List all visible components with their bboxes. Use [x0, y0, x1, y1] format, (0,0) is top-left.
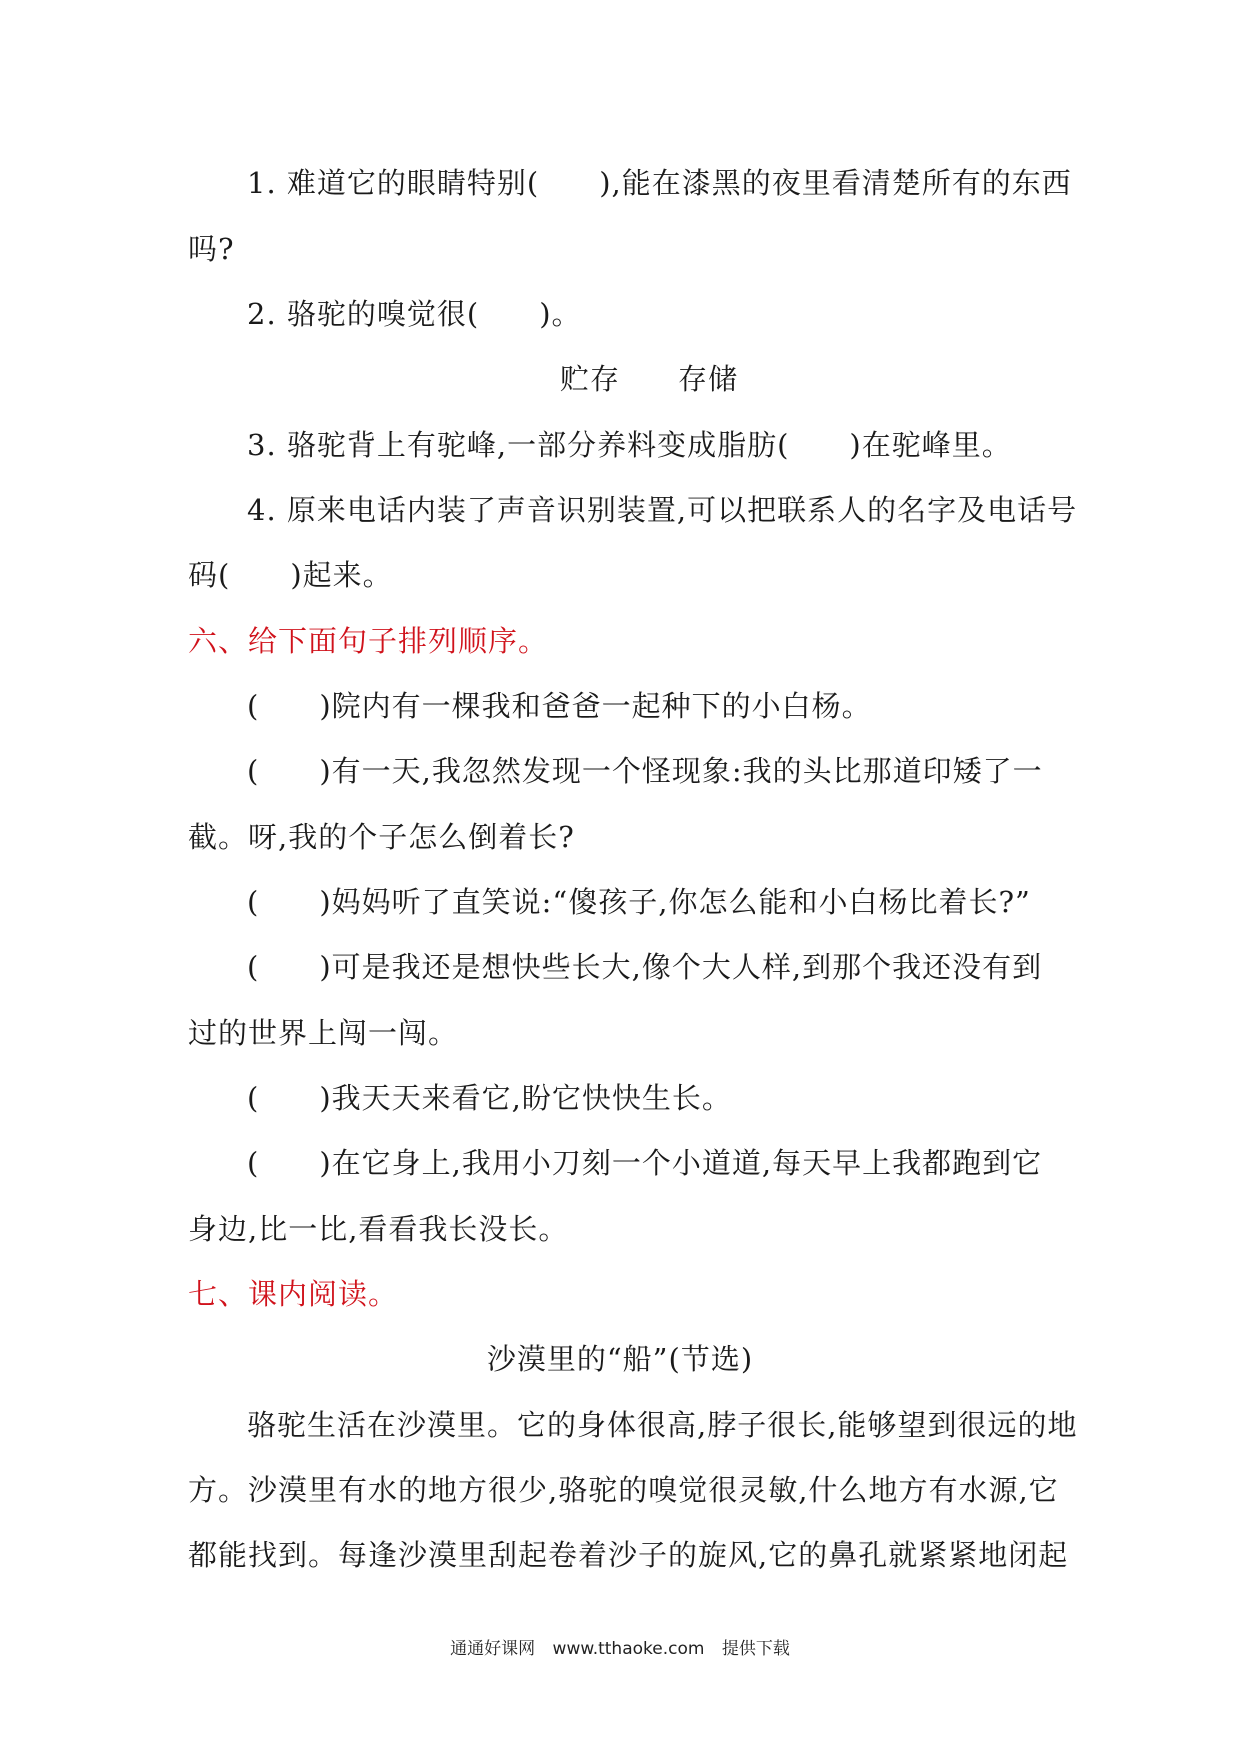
order-sentence-3: ( )妈妈听了直笑说:“傻孩子,你怎么能和小白杨比着长?”: [247, 885, 1031, 919]
order-sentence-2-line-1: ( )有一天,我忽然发现一个怪现象:我的头比那道印矮了一: [247, 754, 1043, 788]
order-sentence-4-line-1: ( )可是我还是想快些长大,像个大人样,到那个我还没有到: [247, 950, 1043, 984]
order-sentence-1: ( )院内有一棵我和爸爸一起种下的小白杨。: [247, 689, 872, 723]
question-3: 3. 骆驼背上有驼峰,一部分养料变成脂肪( )在驼峰里。: [247, 428, 1012, 462]
footer-site-name: 通通好课网: [450, 1639, 536, 1659]
order-sentence-5: ( )我天天来看它,盼它快快生长。: [247, 1081, 732, 1115]
order-sentence-2-line-2: 截。呀,我的个子怎么倒着长?: [188, 820, 575, 854]
question-2: 2. 骆驼的嗅觉很( )。: [247, 297, 582, 331]
footer-url[interactable]: www.tthaoke.com: [552, 1639, 705, 1659]
section-7-heading: 七、课内阅读。: [188, 1277, 399, 1311]
word-choice-b: 存储: [678, 362, 739, 396]
word-choice-row: [560, 359, 738, 399]
question-4-line-2: 码( )起来。: [188, 558, 393, 592]
question-4-line-1: 4. 原来电话内装了声音识别装置,可以把联系人的名字及电话号: [247, 493, 1078, 527]
reading-paragraph-line-1: 骆驼生活在沙漠里。它的身体很高,脖子很长,能够望到很远的地: [247, 1408, 1078, 1442]
page-footer: [0, 1634, 1240, 1659]
footer-note: 提供下载: [721, 1639, 790, 1659]
reading-title: 沙漠里的“船”(节选): [486, 1342, 754, 1376]
order-sentence-6-line-2: 身边,比一比,看看我长没长。: [188, 1212, 569, 1246]
order-sentence-6-line-1: ( )在它身上,我用小刀刻一个小道道,每天早上我都跑到它: [247, 1146, 1043, 1180]
section-6-heading: 六、给下面句子排列顺序。: [188, 624, 549, 658]
reading-paragraph-line-3: 都能找到。每逢沙漠里刮起卷着沙子的旋风,它的鼻孔就紧紧地闭起: [188, 1538, 1069, 1572]
question-1-line-2: 吗?: [188, 232, 235, 266]
order-sentence-4-line-2: 过的世界上闯一闯。: [188, 1016, 459, 1050]
reading-paragraph-line-2: 方。沙漠里有水的地方很少,骆驼的嗅觉很灵敏,什么地方有水源,它: [188, 1473, 1059, 1507]
question-1-line-1: 1. 难道它的眼睛特别( ),能在漆黑的夜里看清楚所有的东西: [247, 166, 1072, 200]
word-choice-a: 贮存: [560, 362, 621, 396]
